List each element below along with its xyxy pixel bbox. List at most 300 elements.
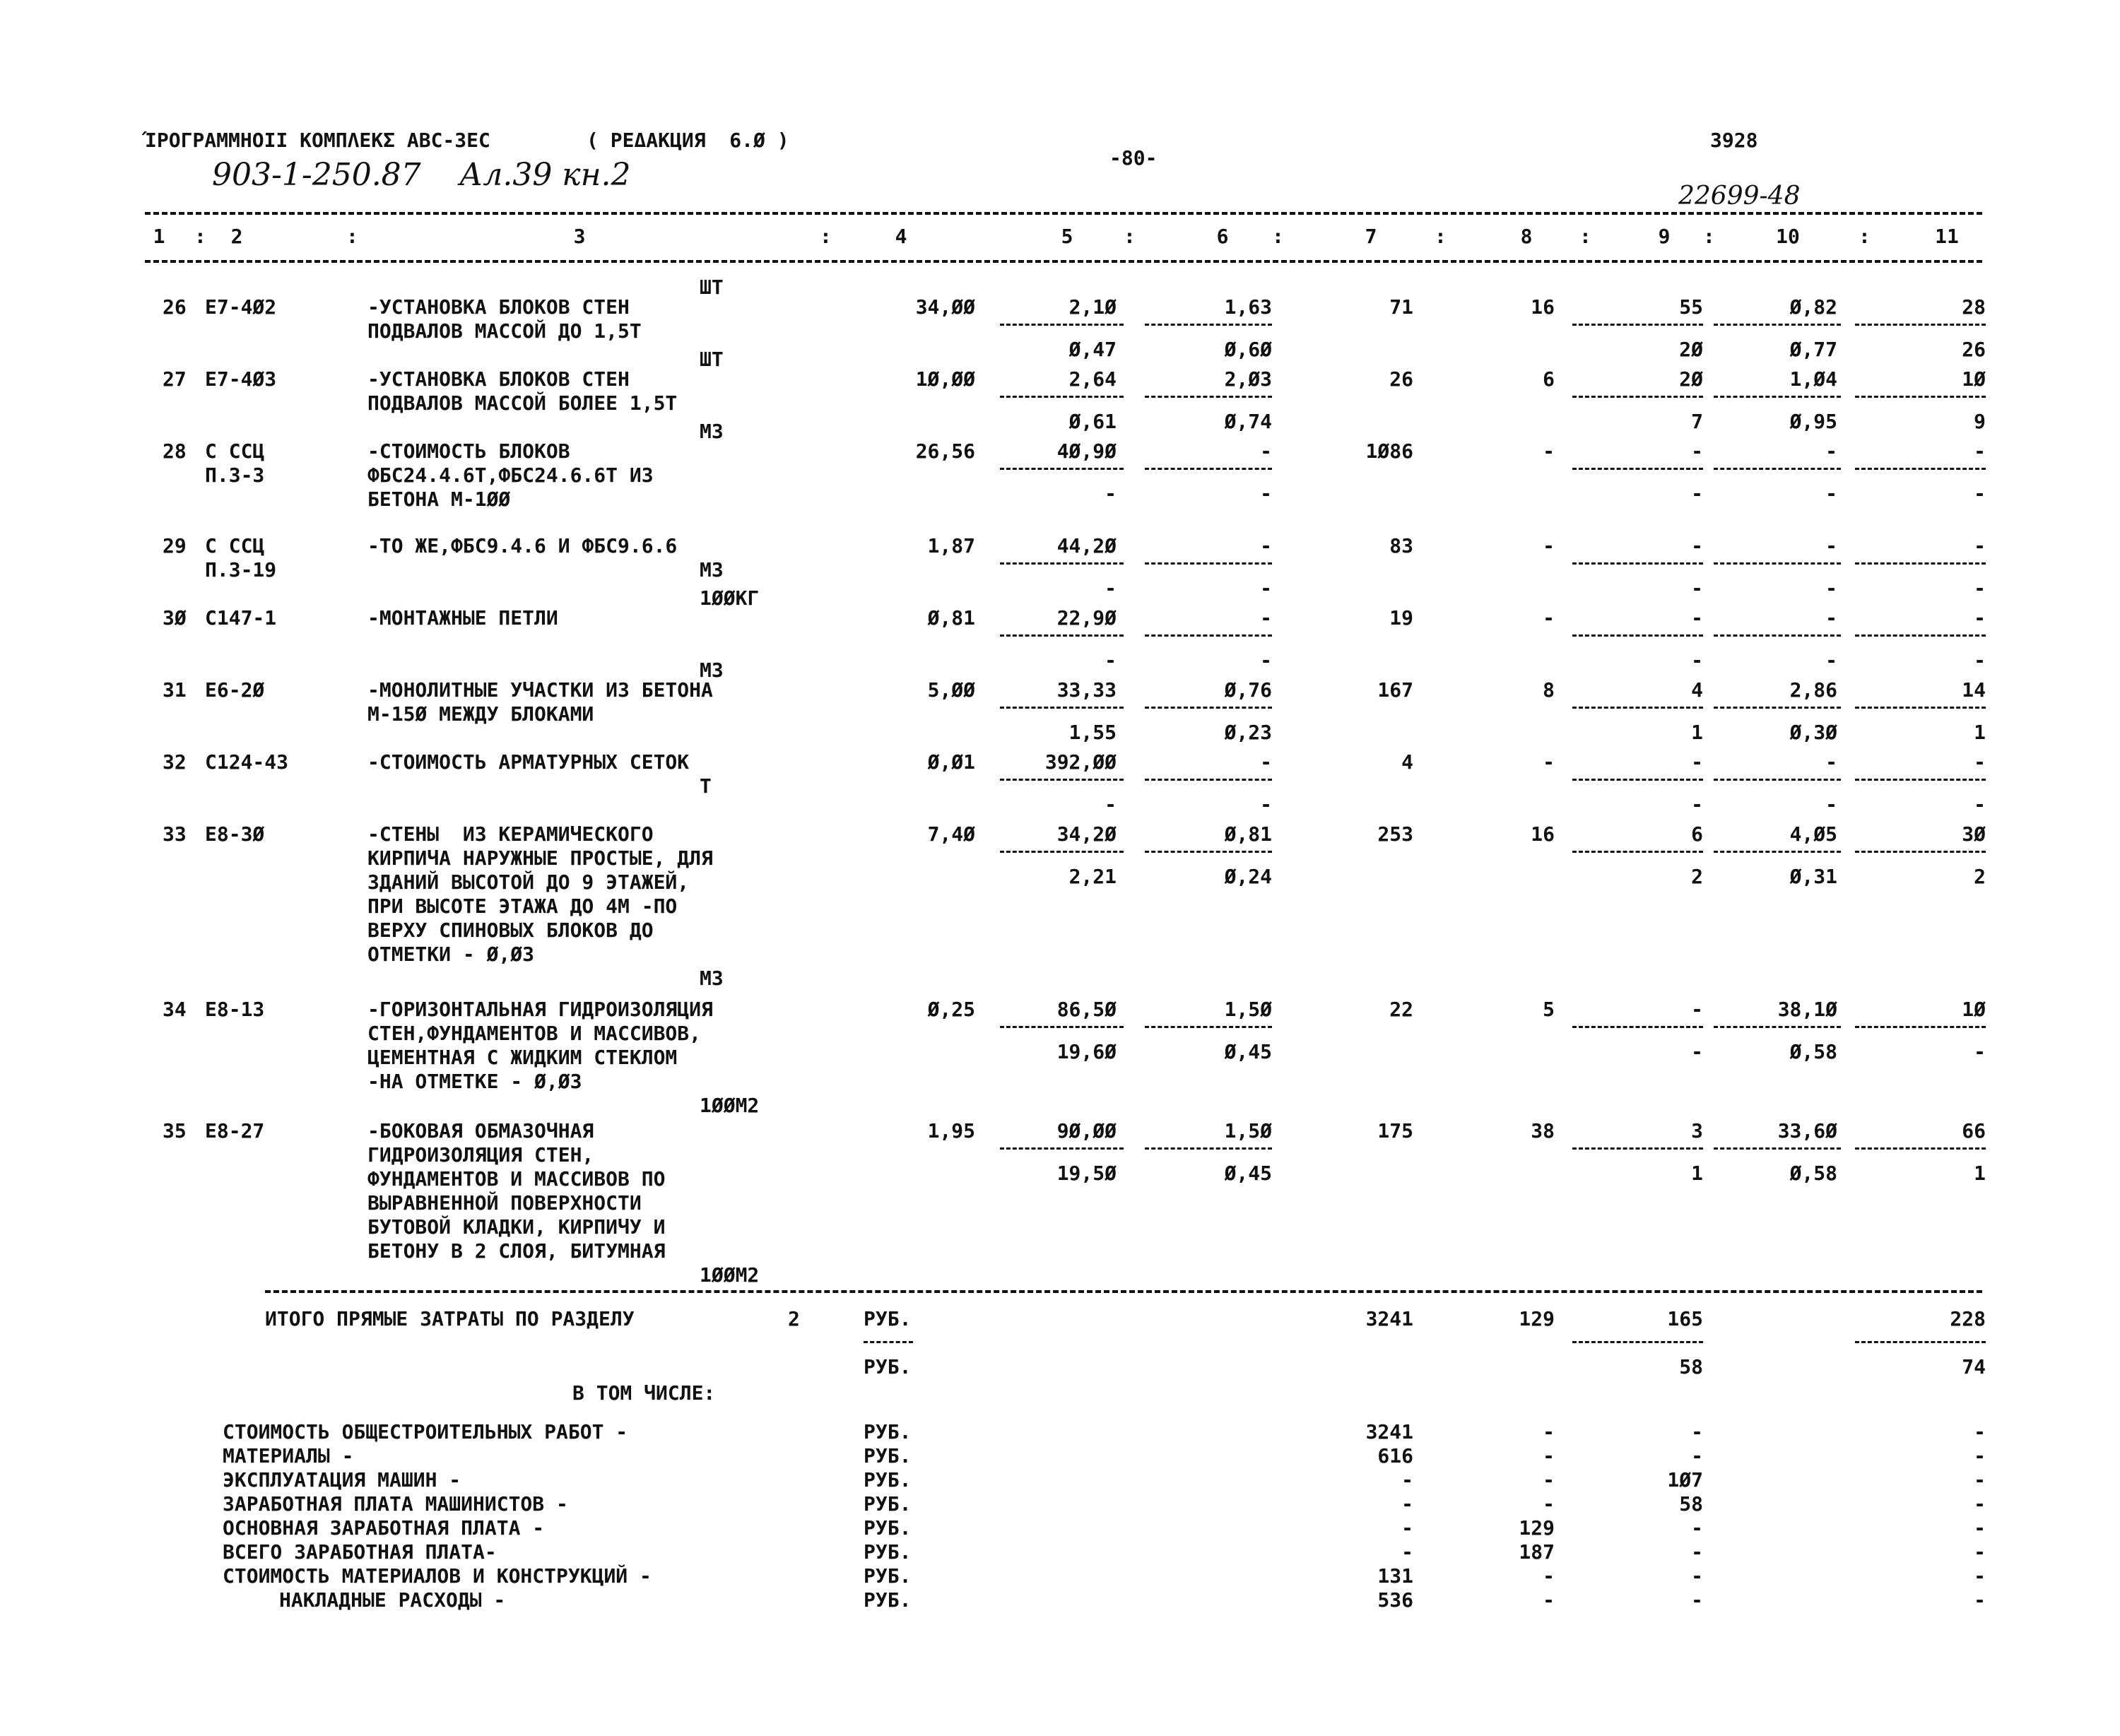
row-col11: 1Ø	[1962, 998, 1986, 1021]
row-description: СТЕН,ФУНДАМЕНТОВ И МАССИВОВ,	[367, 1022, 702, 1045]
row-number: 27	[163, 367, 187, 391]
row-col6: -	[1260, 439, 1272, 463]
row-col9-labor: 1	[1691, 721, 1703, 744]
row-col9: -	[1691, 606, 1703, 630]
row-col10: -	[1825, 606, 1837, 630]
breakdown-col7: -	[1401, 1516, 1413, 1540]
row-description: -БОКОВАЯ ОБМАЗОЧНАЯ	[367, 1119, 594, 1142]
row-col5: 2,64	[1068, 367, 1117, 391]
column-number: 2	[230, 225, 243, 248]
row-qty: 5,ØØ	[927, 678, 975, 702]
row-col11: -	[1974, 439, 1986, 463]
row-col11-labor: 9	[1974, 410, 1986, 433]
breakdown-col8: 129	[1519, 1516, 1555, 1540]
row-unit: Т	[700, 774, 712, 798]
cell-divider	[1572, 779, 1703, 781]
breakdown-col8: -	[1543, 1588, 1555, 1612]
row-col8: 16	[1531, 295, 1555, 319]
row-description: -МОНОЛИТНЫЕ УЧАСТКИ ИЗ БЕТОНА	[367, 678, 713, 702]
row-col9: 6	[1691, 822, 1703, 846]
breakdown-label: НАКЛАДНЫЕ РАСХОДЫ -	[279, 1588, 506, 1612]
cell-divider	[1145, 468, 1272, 470]
row-col9-labor: 2	[1691, 865, 1703, 888]
row-col9-labor: -	[1691, 649, 1703, 672]
row-col9-labor: 1	[1691, 1162, 1703, 1185]
row-col9: 2Ø	[1679, 367, 1703, 391]
row-description: ПОДВАЛОВ МАССОЙ БОЛЕЕ 1,5Т	[367, 391, 678, 415]
row-unit: М3	[700, 967, 724, 990]
cell-divider	[1855, 779, 1986, 781]
row-col9-labor: 7	[1691, 410, 1703, 433]
breakdown-currency: РУБ.	[864, 1468, 912, 1492]
cell-divider	[1145, 396, 1272, 398]
breakdown-label: ЭКСПЛУАТАЦИЯ МАШИН -	[223, 1468, 461, 1492]
row-number: 3Ø	[163, 606, 187, 630]
row-description: БЕТОНА М-1ØØ	[367, 488, 511, 511]
cell-divider	[1855, 324, 1986, 326]
cell-divider	[1855, 634, 1986, 637]
cell-divider	[1000, 396, 1124, 398]
breakdown-currency: РУБ.	[864, 1564, 912, 1588]
row-col10: -	[1825, 750, 1837, 774]
row-col10-labor: -	[1825, 577, 1837, 600]
cell-divider	[1000, 851, 1124, 853]
totals-col11-underline	[1855, 1341, 1986, 1343]
breakdown-currency: РУБ.	[864, 1420, 912, 1443]
row-number: 31	[163, 678, 187, 702]
row-col6-labor: Ø,74	[1224, 410, 1272, 433]
row-col6-labor: -	[1260, 793, 1272, 816]
row-col6-labor: -	[1260, 649, 1272, 672]
row-col10-labor: Ø,58	[1789, 1162, 1837, 1185]
breakdown-col8: -	[1543, 1444, 1555, 1468]
breakdown-label: МАТЕРИАЛЫ -	[223, 1444, 354, 1468]
breakdown-col9: -	[1691, 1564, 1703, 1588]
row-description: -МОНТАЖНЫЕ ПЕТЛИ	[367, 606, 558, 630]
row-number: 33	[163, 822, 187, 846]
including-label: В ТОМ ЧИСЛЕ:	[572, 1381, 716, 1405]
column-separator: :	[1124, 225, 1136, 248]
row-description: ЦЕМЕНТНАЯ С ЖИДКИМ СТЕКЛОМ	[367, 1046, 678, 1069]
cell-divider	[1714, 1026, 1841, 1028]
handwritten-sheet: Ал.39 кн.2	[459, 157, 631, 193]
row-col11: 1Ø	[1962, 367, 1986, 391]
breakdown-col9: 1Ø7	[1667, 1468, 1703, 1492]
row-code: E7-4Ø3	[205, 367, 277, 391]
cell-divider	[1714, 1147, 1841, 1150]
row-col7: 19	[1389, 606, 1413, 630]
program-title: ΊΡΟΓΡΑΜΜΗΟΙΙ ΚΟΜΠΛΕΚΣ ΑΒC-3EC	[145, 129, 490, 152]
column-separator: :	[1703, 225, 1715, 248]
column-number: 8	[1520, 225, 1533, 248]
cell-divider	[1572, 396, 1703, 398]
row-col11-labor: 26	[1962, 338, 1986, 361]
cell-divider	[1572, 634, 1703, 637]
cell-divider	[1855, 396, 1986, 398]
breakdown-label: ОСНОВНАЯ ЗАРАБОТНАЯ ПЛАТА -	[223, 1516, 545, 1540]
row-col7: 83	[1389, 534, 1413, 557]
row-col11: -	[1974, 606, 1986, 630]
breakdown-col9: 58	[1679, 1492, 1703, 1516]
breakdown-col11: -	[1974, 1564, 1986, 1588]
page-mark: -80-	[1109, 146, 1158, 170]
row-description: ЗДАНИЙ ВЫСОТОЙ ДО 9 ЭТАЖЕЙ,	[367, 870, 690, 894]
row-description: ПОДВАЛОВ МАССОЙ ДО 1,5Т	[367, 319, 642, 343]
cell-divider	[1714, 634, 1841, 637]
cell-divider	[1714, 562, 1841, 565]
row-col7: 71	[1389, 295, 1413, 319]
column-separator: :	[346, 225, 358, 248]
row-col10: -	[1825, 439, 1837, 463]
breakdown-col11: -	[1974, 1492, 1986, 1516]
row-unit: ШТ	[700, 276, 724, 299]
row-col5: 4Ø,9Ø	[1056, 439, 1117, 463]
row-col10: 33,6Ø	[1777, 1119, 1837, 1142]
row-col7: 22	[1389, 998, 1413, 1021]
row-col8: -	[1543, 534, 1555, 557]
cell-divider	[1855, 562, 1986, 565]
cell-divider	[1145, 634, 1272, 637]
breakdown-col7: 131	[1377, 1564, 1413, 1588]
handwritten-number: 22699-48	[1678, 182, 1801, 211]
row-col11: 14	[1962, 678, 1986, 702]
row-description: -ГОРИЗОНТАЛЬНАЯ ГИДРОИЗОЛЯЦИЯ	[367, 998, 713, 1021]
row-description: КИРПИЧА НАРУЖНЫЕ ПРОСТЫЕ, ДЛЯ	[367, 846, 713, 870]
row-col5: 392,ØØ	[1044, 750, 1117, 774]
row-col9-labor: 2Ø	[1679, 338, 1703, 361]
totals-section: 2	[788, 1307, 800, 1330]
cell-divider	[1855, 1147, 1986, 1150]
totals-col9-underline	[1572, 1341, 1703, 1343]
cell-divider	[1000, 634, 1124, 637]
breakdown-currency: РУБ.	[864, 1492, 912, 1516]
row-col5: 33,33	[1056, 678, 1117, 702]
row-code: С ССЦ	[205, 439, 265, 463]
row-unit: М3	[700, 558, 724, 581]
row-col6-labor: Ø,23	[1224, 721, 1272, 744]
breakdown-col8: -	[1543, 1492, 1555, 1516]
breakdown-currency: РУБ.	[864, 1516, 912, 1540]
cell-divider	[1000, 468, 1124, 470]
row-col5: 44,2Ø	[1056, 534, 1117, 557]
column-separator: :	[1579, 225, 1591, 248]
column-separator: :	[194, 225, 206, 248]
row-description: М-15Ø МЕЖДУ БЛОКАМИ	[367, 702, 594, 726]
breakdown-col11: -	[1974, 1420, 1986, 1443]
column-number: 3	[573, 225, 586, 248]
row-col10: 1,Ø4	[1789, 367, 1837, 391]
breakdown-label: СТОИМОСТЬ МАТЕРИАЛОВ И КОНСТРУКЦИЙ -	[223, 1564, 652, 1588]
cell-divider	[1855, 468, 1986, 470]
totals-col9-labor: 58	[1679, 1355, 1703, 1378]
row-qty: Ø,Ø1	[927, 750, 975, 774]
cell-divider	[1572, 707, 1703, 709]
row-col8: 6	[1543, 367, 1555, 391]
row-col5-labor: 19,5Ø	[1056, 1162, 1117, 1185]
cell-divider	[1572, 1147, 1703, 1150]
row-col5: 9Ø,ØØ	[1056, 1119, 1117, 1142]
cell-divider	[1714, 707, 1841, 709]
column-number: 10	[1776, 225, 1800, 248]
header-top-rule	[145, 212, 1982, 215]
row-description: ФУНДАМЕНТОВ И МАССИВОВ ПО	[367, 1167, 666, 1191]
cell-divider	[1855, 1026, 1986, 1028]
row-col8: -	[1543, 750, 1555, 774]
row-description: -ТО ЖЕ,ФБС9.4.6 И ФБС9.6.6	[367, 534, 678, 557]
row-col6-labor: -	[1260, 482, 1272, 505]
column-number: 4	[895, 225, 907, 248]
breakdown-label: ЗАРАБОТНАЯ ПЛАТА МАШИНИСТОВ -	[223, 1492, 568, 1516]
column-number: 11	[1935, 225, 1959, 248]
breakdown-col8: 187	[1519, 1540, 1555, 1564]
breakdown-col9: -	[1691, 1420, 1703, 1443]
breakdown-col9: -	[1691, 1588, 1703, 1612]
row-col6: 2,Ø3	[1224, 367, 1272, 391]
cell-divider	[1000, 1147, 1124, 1150]
row-col11-labor: -	[1974, 649, 1986, 672]
row-col10: 38,1Ø	[1777, 998, 1837, 1021]
breakdown-col11: -	[1974, 1516, 1986, 1540]
breakdown-currency: РУБ.	[864, 1540, 912, 1564]
totals-currency-2: РУБ.	[864, 1355, 912, 1378]
row-col7: 175	[1377, 1119, 1413, 1142]
breakdown-col7: 3241	[1365, 1420, 1413, 1443]
totals-currency-underline	[864, 1341, 913, 1343]
row-col8: 8	[1543, 678, 1555, 702]
breakdown-col8: -	[1543, 1564, 1555, 1588]
row-col7: 4	[1401, 750, 1413, 774]
row-code: E8-3Ø	[205, 822, 265, 846]
row-col11-labor: -	[1974, 482, 1986, 505]
row-description: ГИДРОИЗОЛЯЦИЯ СТЕН,	[367, 1143, 594, 1167]
row-col6: -	[1260, 534, 1272, 557]
row-number: 29	[163, 534, 187, 557]
column-number: 7	[1365, 225, 1377, 248]
row-description: -СТОИМОСТЬ БЛОКОВ	[367, 439, 570, 463]
row-unit: 1ØØКГ	[700, 586, 760, 610]
row-col6: Ø,81	[1224, 822, 1272, 846]
cell-divider	[1145, 324, 1272, 326]
row-col10-labor: Ø,58	[1789, 1040, 1837, 1063]
cell-divider	[1572, 324, 1703, 326]
row-qty: 7,4Ø	[927, 822, 975, 846]
row-col6-labor: Ø,6Ø	[1224, 338, 1272, 361]
row-col10-labor: Ø,77	[1789, 338, 1837, 361]
row-col9-labor: -	[1691, 577, 1703, 600]
breakdown-label: СТОИМОСТЬ ОБЩЕСТРОИТЕЛЬНЫХ РАБОТ -	[223, 1420, 628, 1443]
row-col6: Ø,76	[1224, 678, 1272, 702]
column-separator: :	[1435, 225, 1447, 248]
cell-divider	[1714, 396, 1841, 398]
cell-divider	[1855, 707, 1986, 709]
breakdown-col9: -	[1691, 1516, 1703, 1540]
cell-divider	[1145, 779, 1272, 781]
row-col9: 55	[1679, 295, 1703, 319]
row-col6: 1,5Ø	[1224, 1119, 1272, 1142]
cell-divider	[1145, 1026, 1272, 1028]
doc-code: 3928	[1710, 129, 1758, 152]
row-col8: 16	[1531, 822, 1555, 846]
row-col5-labor: -	[1105, 649, 1117, 672]
breakdown-col11: -	[1974, 1468, 1986, 1492]
row-col5-labor: -	[1105, 482, 1117, 505]
handwritten-project: 903-1-250.87	[212, 157, 421, 193]
breakdown-currency: РУБ.	[864, 1588, 912, 1612]
cell-divider	[1714, 468, 1841, 470]
row-col8: 5	[1543, 998, 1555, 1021]
row-col11: 66	[1962, 1119, 1986, 1142]
cell-divider	[1572, 1026, 1703, 1028]
row-col5-labor: 1,55	[1068, 721, 1117, 744]
breakdown-col8: -	[1543, 1468, 1555, 1492]
row-col6: -	[1260, 750, 1272, 774]
row-col11: 28	[1962, 295, 1986, 319]
row-col10-labor: -	[1825, 793, 1837, 816]
row-col6-labor: Ø,45	[1224, 1162, 1272, 1185]
row-qty: 1,95	[927, 1119, 975, 1142]
row-col10: 2,86	[1789, 678, 1837, 702]
cell-divider	[1855, 851, 1986, 853]
row-unit: 1ØØМ2	[700, 1263, 760, 1287]
breakdown-col8: -	[1543, 1420, 1555, 1443]
row-col9-labor: -	[1691, 482, 1703, 505]
row-number: 28	[163, 439, 187, 463]
row-qty: 1Ø,ØØ	[915, 367, 975, 391]
row-qty: 26,56	[915, 439, 975, 463]
row-col7: 253	[1377, 822, 1413, 846]
row-code: С ССЦ	[205, 534, 265, 557]
breakdown-col7: -	[1401, 1540, 1413, 1564]
row-col10: Ø,82	[1789, 295, 1837, 319]
totals-currency: РУБ.	[864, 1307, 912, 1330]
row-number: 26	[163, 295, 187, 319]
row-col6-labor: -	[1260, 577, 1272, 600]
row-qty: 1,87	[927, 534, 975, 557]
row-col11-labor: 1	[1974, 1162, 1986, 1185]
row-col11-labor: -	[1974, 577, 1986, 600]
column-separator: :	[1859, 225, 1871, 248]
cell-divider	[1145, 562, 1272, 565]
row-col7: 167	[1377, 678, 1413, 702]
cell-divider	[1572, 468, 1703, 470]
row-code: С124-43	[205, 750, 289, 774]
row-col5-labor: Ø,61	[1068, 410, 1117, 433]
row-col10: 4,Ø5	[1789, 822, 1837, 846]
row-col9: 4	[1691, 678, 1703, 702]
row-col5-labor: Ø,47	[1068, 338, 1117, 361]
cell-divider	[1572, 851, 1703, 853]
row-description: БЕТОНУ В 2 СЛОЯ, БИТУМНАЯ	[367, 1239, 666, 1263]
row-qty: Ø,81	[927, 606, 975, 630]
column-number: 6	[1216, 225, 1229, 248]
row-col5-labor: -	[1105, 793, 1117, 816]
row-description: БУТОВОЙ КЛАДКИ, КИРПИЧУ И	[367, 1215, 666, 1239]
row-unit: М3	[700, 659, 724, 682]
totals-col8: 129	[1519, 1307, 1555, 1330]
row-code: П.3-3	[205, 463, 265, 487]
cell-divider	[1000, 324, 1124, 326]
row-col10-labor: -	[1825, 482, 1837, 505]
row-number: 32	[163, 750, 187, 774]
row-col8: -	[1543, 606, 1555, 630]
row-col6-labor: Ø,45	[1224, 1040, 1272, 1063]
breakdown-col11: -	[1974, 1444, 1986, 1468]
row-description: ФБС24.4.6Т,ФБС24.6.6Т ИЗ	[367, 463, 654, 487]
row-col9: -	[1691, 998, 1703, 1021]
breakdown-col7: -	[1401, 1492, 1413, 1516]
totals-col11-labor: 74	[1962, 1355, 1986, 1378]
column-number: 1	[153, 225, 165, 248]
row-col7: 26	[1389, 367, 1413, 391]
edition-label: ( ΡΕΔΑΚЦИЯ 6.Ø )	[587, 129, 789, 152]
totals-col7: 3241	[1365, 1307, 1413, 1330]
row-description: -НА ОТМЕТКЕ - Ø,Ø3	[367, 1070, 582, 1093]
column-number: 9	[1658, 225, 1671, 248]
row-code: П.3-19	[205, 558, 277, 581]
row-description: ПРИ ВЫСОТЕ ЭТАЖА ДО 4М -ПО	[367, 894, 678, 918]
header-bottom-rule	[145, 260, 1982, 263]
row-col5-labor: 19,6Ø	[1056, 1040, 1117, 1063]
row-col10-labor: -	[1825, 649, 1837, 672]
cell-divider	[1572, 562, 1703, 565]
row-col11: 3Ø	[1962, 822, 1986, 846]
row-col9-labor: -	[1691, 1040, 1703, 1063]
row-col9: -	[1691, 750, 1703, 774]
cell-divider	[1000, 562, 1124, 565]
row-col6-labor: Ø,24	[1224, 865, 1272, 888]
cell-divider	[1714, 851, 1841, 853]
row-col10-labor: Ø,31	[1789, 865, 1837, 888]
row-description: -УСТАНОВКА БЛОКОВ СТЕН	[367, 295, 630, 319]
column-number: 5	[1061, 225, 1073, 248]
row-col9: 3	[1691, 1119, 1703, 1142]
totals-col11: 228	[1950, 1307, 1986, 1330]
breakdown-col11: -	[1974, 1588, 1986, 1612]
row-description: ОТМЕТКИ - Ø,Ø3	[367, 943, 535, 966]
row-col7: 1Ø86	[1365, 439, 1413, 463]
row-description: ВЕРХУ СПИНОВЫХ БЛОКОВ ДО	[367, 919, 654, 942]
row-col11-labor: -	[1974, 1040, 1986, 1063]
row-col6: 1,5Ø	[1224, 998, 1272, 1021]
cell-divider	[1145, 707, 1272, 709]
row-col10-labor: Ø,95	[1789, 410, 1837, 433]
row-col5-labor: 2,21	[1068, 865, 1117, 888]
row-col8: 38	[1531, 1119, 1555, 1142]
breakdown-label: ВСЕГО ЗАРАБОТНАЯ ПЛАТА-	[223, 1540, 497, 1564]
breakdown-col7: 536	[1377, 1588, 1413, 1612]
column-separator: :	[1272, 225, 1284, 248]
row-code: E8-27	[205, 1119, 265, 1142]
row-col5: 86,5Ø	[1056, 998, 1117, 1021]
row-code: E8-13	[205, 998, 265, 1021]
totals-label: ИТОГО ПРЯМЫЕ ЗАТРАТЫ ПО РАЗДЕЛУ	[265, 1307, 635, 1330]
row-col11-labor: 1	[1974, 721, 1986, 744]
cell-divider	[1145, 851, 1272, 853]
row-col9: -	[1691, 439, 1703, 463]
row-col6: 1,63	[1224, 295, 1272, 319]
row-description: -СТЕНЫ ИЗ КЕРАМИЧЕСКОГО	[367, 822, 654, 846]
cell-divider	[1145, 1147, 1272, 1150]
row-col9-labor: -	[1691, 793, 1703, 816]
row-qty: Ø,25	[927, 998, 975, 1021]
column-separator: :	[820, 225, 832, 248]
row-col5: 34,2Ø	[1056, 822, 1117, 846]
row-col6: -	[1260, 606, 1272, 630]
row-col10-labor: Ø,3Ø	[1789, 721, 1837, 744]
row-code: С147-1	[205, 606, 277, 630]
row-description: -УСТАНОВКА БЛОКОВ СТЕН	[367, 367, 630, 391]
breakdown-col7: 616	[1377, 1444, 1413, 1468]
